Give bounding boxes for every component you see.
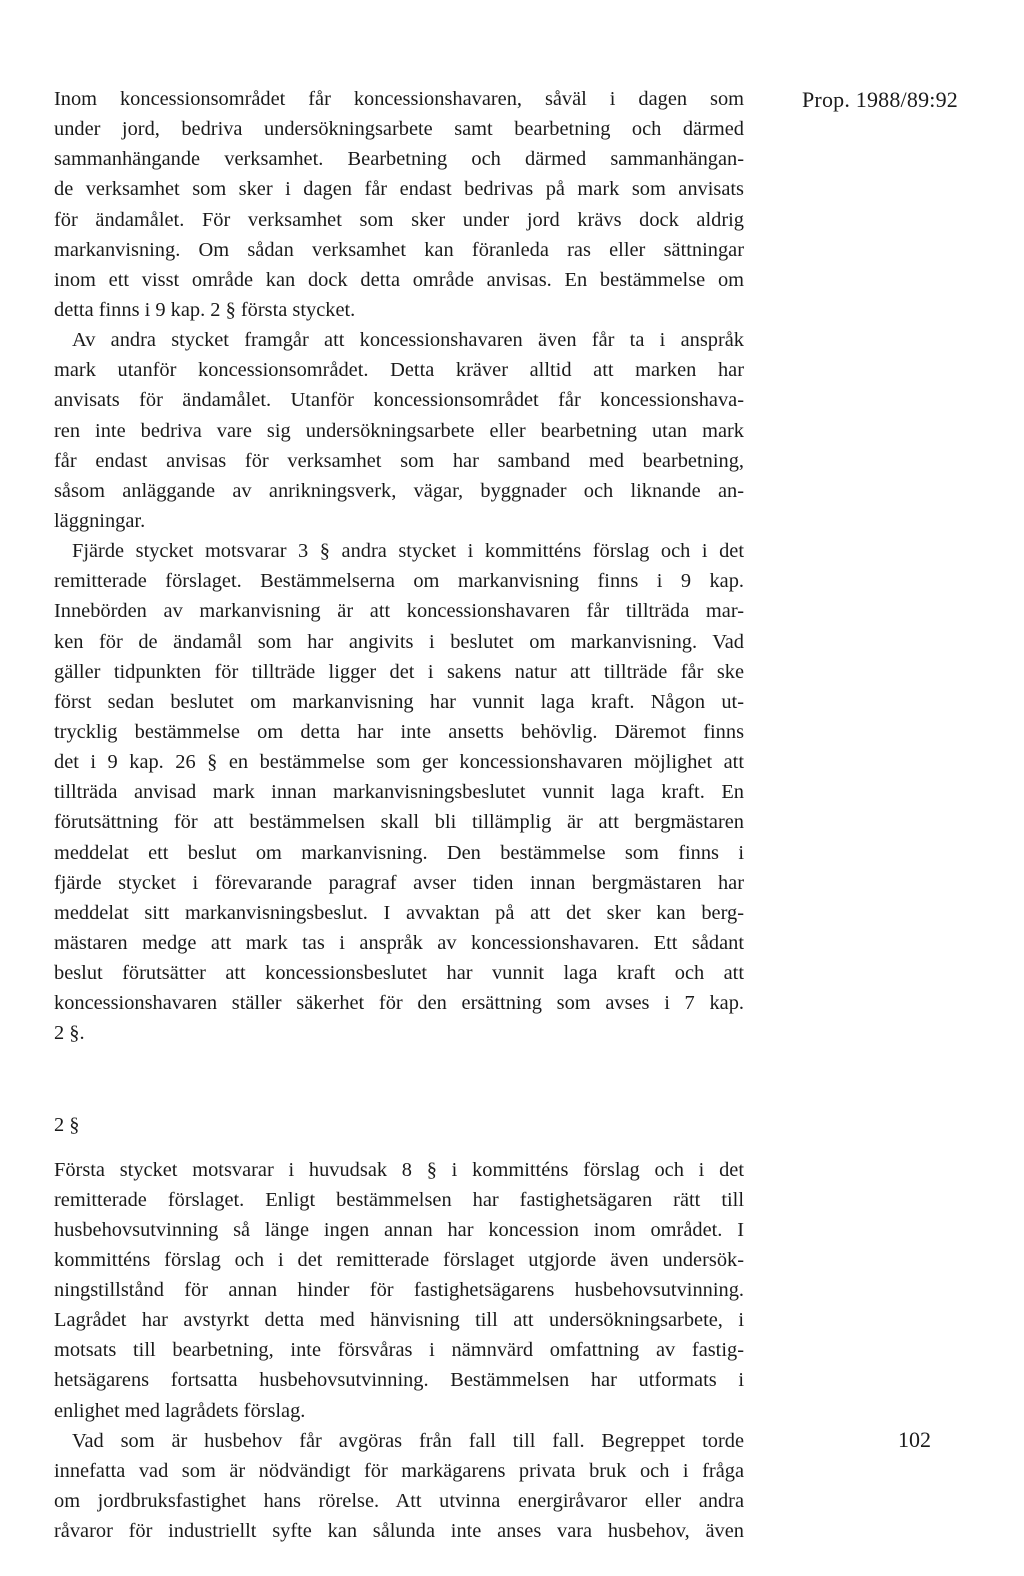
text-line: ren inte bedriva vare sig undersökningsarbete eller bearbetning utan mark xyxy=(54,419,744,442)
text-line: de verksamhet som sker i dagen får endast bedrivas på mark som anvisats xyxy=(54,178,744,201)
text-line: Av andra stycket framgår att koncessionshavaren även får ta i anspråk xyxy=(72,329,744,352)
text-line: mästaren medge att mark tas i anspråk av koncessionshavaren. Ett sådant xyxy=(54,931,744,954)
text-line: Innebörden av markanvisning är att koncessionshavaren får tillträda mar- xyxy=(54,600,744,623)
text-line: det i 9 kap. 26 § en bestämmelse som ger koncessionshavaren möjlighet att xyxy=(54,751,744,774)
text-line: kommitténs förslag och i det remitterade förslaget utgjorde även undersök- xyxy=(54,1248,744,1271)
text-line: koncessionshavaren ställer säkerhet för den ersättning som avses i 7 kap. xyxy=(54,992,744,1015)
section-2-text xyxy=(54,1155,744,1547)
text-line: fjärde stycket i förevarande paragraf avser tiden innan bergmästaren har xyxy=(54,871,744,894)
text-line: sammanhängande verksamhet. Bearbetning och därmed sammanhängan- xyxy=(54,148,744,171)
text-line: anvisats för ändamålet. Utanför koncessionsområdet får koncessionshava- xyxy=(54,389,744,412)
text-line: meddelat sitt markanvisningsbeslut. I avvaktan på att det sker kan berg- xyxy=(54,901,744,924)
text-line: enlighet med lagrådets förslag. xyxy=(54,1399,306,1422)
text-line: Inom koncessionsområdet får koncessionshavaren, såväl i dagen som xyxy=(54,88,744,110)
text-line: gäller tidpunkten för tillträde ligger det i sakens natur att tillträde får ske xyxy=(54,660,744,683)
section-heading: 2 § xyxy=(54,1113,80,1136)
text-line: för ändamålet. För verksamhet som sker under jord krävs dock aldrig xyxy=(54,208,744,231)
text-line: remitterade förslaget. Enligt bestämmelsen har fastighetsägaren rätt till xyxy=(54,1188,744,1211)
text-line: husbehovsutvinning så länge ingen annan har koncession inom området. I xyxy=(54,1218,744,1241)
text-line: tillträda anvisad mark innan markanvisningsbeslutet vunnit laga kraft. En xyxy=(54,781,744,804)
text-line: råvaror för industriellt syfte kan sålunda inte anses vara husbehov, även xyxy=(54,1520,744,1543)
text-line: först sedan beslutet om markanvisning har vunnit laga kraft. Någon ut- xyxy=(54,690,744,713)
text-line: markanvisning. Om sådan verksamhet kan föranleda ras eller sättningar xyxy=(54,238,744,261)
text-line: såsom anläggande av anrikningsverk, vägar, byggnader och liknande an- xyxy=(54,479,744,502)
text-line: mark utanför koncessionsområdet. Detta kräver alltid att marken har xyxy=(54,359,744,382)
text-line: får endast anvisas för verksamhet som har samband med bearbetning, xyxy=(54,449,744,472)
text-line: beslut förutsätter att koncessionsbeslutet har vunnit laga kraft och att xyxy=(54,962,744,985)
text-line: förutsättning för att bestämmelsen skall bli tillämplig är att bergmästaren xyxy=(54,811,744,834)
section-1-text xyxy=(54,84,744,1049)
text-line: trycklig bestämmelse om detta har inte ansetts behövlig. Däremot finns xyxy=(54,720,744,743)
proposition-reference: Prop. 1988/89:92 xyxy=(802,87,958,112)
text-line: Fjärde stycket motsvarar 3 § andra stycket i kommitténs förslag och i det xyxy=(72,540,744,563)
page-number: 102 xyxy=(898,1427,931,1452)
text-line: motsats till bearbetning, inte försvåras i nämnvärd omfattning av fastig- xyxy=(54,1339,744,1362)
text-line: läggningar. xyxy=(54,509,146,532)
text-line: remitterade förslaget. Bestämmelserna om markanvisning finns i 9 kap. xyxy=(54,570,744,593)
text-line: innefatta vad som är nödvändigt för markägarens privata bruk och i fråga xyxy=(54,1459,744,1482)
text-line: hetsägarens fortsatta husbehovsutvinning. Bestämmelsen har utformats i xyxy=(54,1369,744,1392)
text-line: Lagrådet har avstyrkt detta med hänvisning till att undersökningsarbete, i xyxy=(54,1309,744,1332)
text-line: inom ett visst område kan dock detta område anvisas. En bestämmelse om xyxy=(54,268,744,291)
text-line: under jord, bedriva undersökningsarbete samt bearbetning och därmed xyxy=(54,118,744,141)
document-body xyxy=(54,84,744,1546)
text-line: Vad som är husbehov får avgöras från fall till fall. Begreppet torde xyxy=(72,1429,744,1452)
text-line: Första stycket motsvarar i huvudsak 8 § i kommitténs förslag och i det xyxy=(54,1158,744,1181)
text-line: om jordbruksfastighet hans rörelse. Att utvinna energiråvaror eller andra xyxy=(54,1490,744,1513)
text-line: ken för de ändamål som har angivits i beslutet om markanvisning. Vad xyxy=(54,630,744,653)
text-line: 2 §. xyxy=(54,1022,85,1045)
text-line: ningstillstånd för annan hinder för fastighetsägarens husbehovsutvinning. xyxy=(54,1279,744,1302)
text-line: detta finns i 9 kap. 2 § första stycket. xyxy=(54,298,356,321)
text-line: meddelat ett beslut om markanvisning. Den bestämmelse som finns i xyxy=(54,841,744,864)
